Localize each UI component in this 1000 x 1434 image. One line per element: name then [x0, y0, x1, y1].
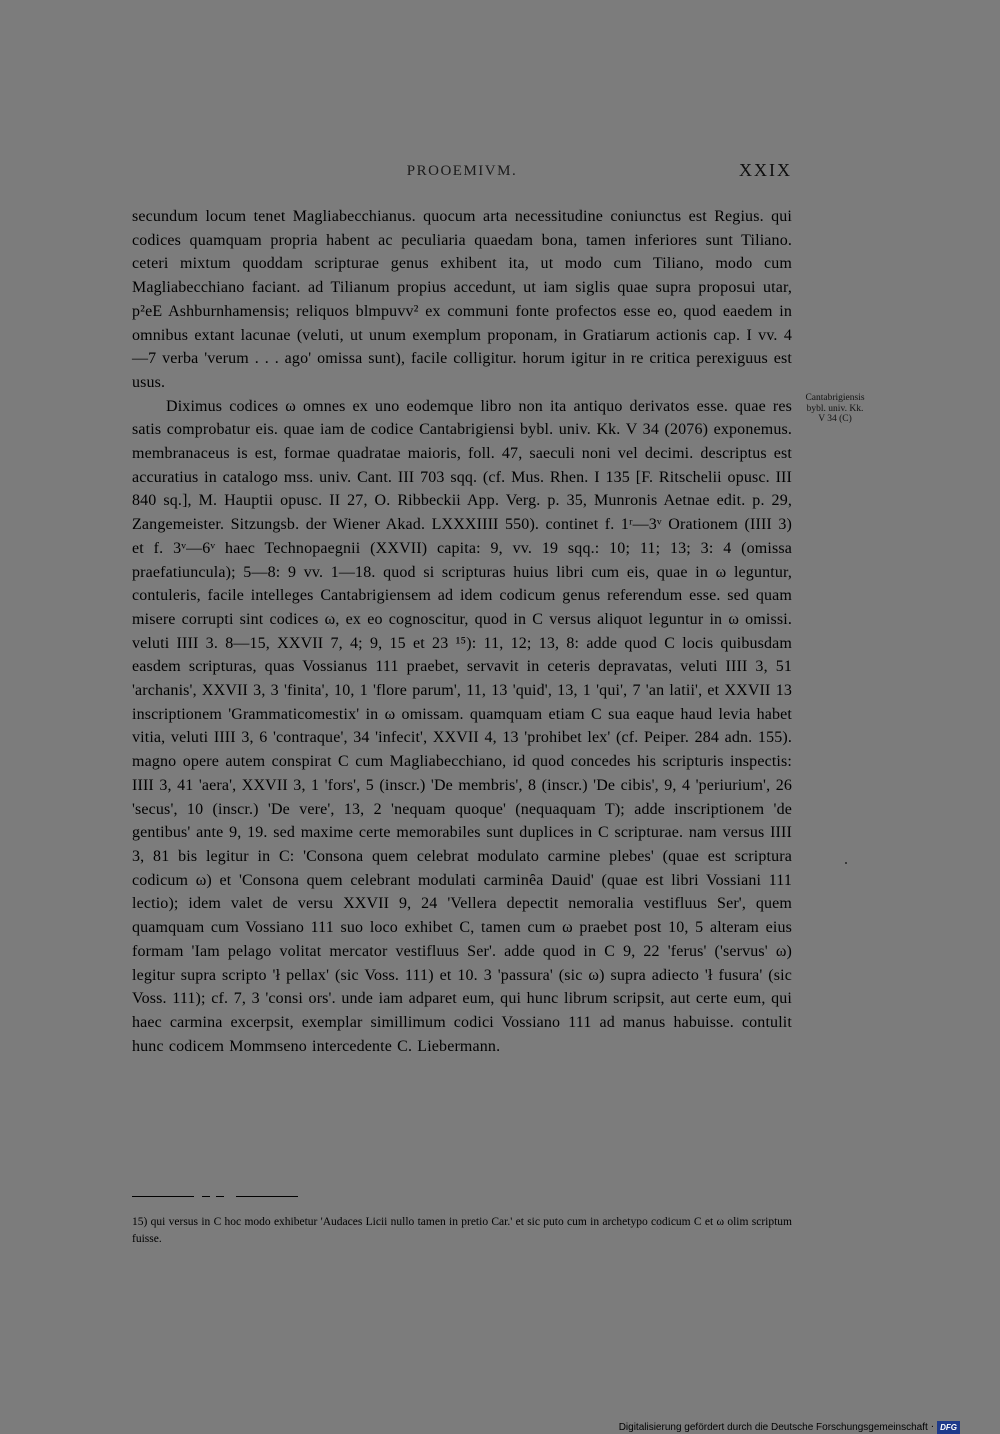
dfg-logo-icon: DFG — [937, 1421, 960, 1434]
margin-note-line: Cantabrigiensis — [805, 393, 865, 403]
margin-note-line: V 34 (C) — [818, 414, 852, 424]
footnote: 15) qui versus in C hoc modo exhibetur 'Audaces Licii nullo tamen in pretio Car.' et sic puto cum in archetypo codicum C et ω olim scriptum fuisse. — [132, 1216, 792, 1245]
running-header — [132, 160, 792, 184]
footer-credit: Digitalisierung gefördert durch die Deutsche Forschungsgemeinschaft — [618, 1422, 928, 1433]
margin-note-line: bybl. univ. Kk. — [806, 403, 864, 414]
page-number: XXIX — [739, 160, 792, 180]
footnote-separator — [132, 1196, 302, 1197]
digitization-footer — [619, 1421, 960, 1434]
running-title: PROOEMIVM. — [406, 163, 518, 179]
paragraph-1: secundum locum tenet Magliabecchianus. quocum arta necessitudine coniunctus est Regius. qui codices quamquam propria habent ac peculiaria quaedam bona, tamen inferiores sunt Tiliano. ceteri mixtum quoddam scripturae genus exhibent ita, ut modo cum Tiliano, modo cum Magliabecchiano faciant. ad Tilianum propius accedunt, ut iam siglis quae supra proposui utar, p²eE Ashburnhamensis; reliquos blmpuvv² ex communi fonte profectos esse eo, quod eaedem in omnibus extant lacunae (veluti, ut unum exemplum proponam, in Gratiarum actionis cap. I vv. 4—7 verba 'verum . . . ago' omissa sunt), facile colligitur. horum igitur in re critica perexiguus est usus. — [132, 208, 792, 391]
margin-note — [795, 393, 875, 425]
footer-separator: · — [930, 1422, 935, 1433]
paragraph-2: Diximus codices ω omnes ex uno eodemque libro non ita antiquo derivatos esse. quae res satis comprobatur eis. quae iam de codice Cantabrigiensi bybl. univ. Kk. V 34 (2076) exponemus. membranaceus is est, formae quadratae maioris, foll. 47, saeculi noni vel decimi. descriptus est accuratius in catalogo mss. univ. Cant. III 703 sqq. (cf. Mus. Rhen. I 135 [F. Ritschelii opusc. III 840 sq.], M. Hauptii opusc. II 27, O. Ribbeckii App. Verg. p. 35, Munronis Aetnae edit. p. 29, Zangemeister. Sitzungsb. der Wiener Akad. LXXXIIII 550). continet f. 1ʳ—3ᵛ Orationem (IIII 3) et f. 3ᵛ—6ᵛ haec Technopaegnii (XXVII) capita: 9, vv. 19 sqq.: 10; 11; 13; 3: 4 (omissa praefatiuncula); 5—8: 9 vv. 1—18. quod si scripturas huius libri cum eis, quae in ω leguntur, contuleris, facile intelleges Cantabrigiensem ad idem codicum genus referendum esse. sed quam misere corrupti sint codices ω, ex eo cognoscitur, quod in C versus aliquot leguntur in ω omissi. veluti IIII 3. 8—15, XXVII 7, 4; 9, 15 et 23 ¹⁵): 11, 12; 13, 8: adde quod C locis quibusdam easdem scripturas, quas Vossianus 111 praebet, servavit in ceteris depravatas, veluti IIII 3, 51 'archanis', XXVII 3, 3 'finita', 10, 1 'flore parum', 11, 13 'quid', 13, 1 'qui', 7 'an latii', et XXVII 13 inscriptionem 'Grammaticomestix' in ω omissam. quamquam etiam C sua eaque haud levia habet vitia, veluti IIII 3, 6 'contraque', 34 'infecit', XXVII 4, 13 'prohibet lex' (cf. Peiper. 284 adn. 155). magno opere autem conspirat C cum Magliabecchiano, id quod concedes his scripturis inspectis: IIII 3, 41 'aera', XXVII 3, 1 'fors', 5 (inscr.) 'De membris', 8 (inscr.) 'De cibis', 9, 4 'periurium', 26 'secus', 10 (inscr.) 'De vere', 13, 2 'nequam quoque' (nequaquam T); adde inscriptionem 'de gentibus' ante 9, 19. sed maxime certe memorabiles sunt duplices in C scripturae. nam versus IIII 3, 81 bis legitur in C: 'Consona quem celebrat modulato carmine plebes' (quae est scriptura codicum ω) et 'Consona quem celebrant modulati carminȇa Dauid' (quae est libri Vossiani 111 lectio); idem valet de versu XXVII 9, 24 'Vellera depectit nemoralia vestifluus Ser', quem quamquam cum Vossiano 111 suo loco exhibet C, tamen cum ω praebet post 10, 5 alteram eius formam 'Iam pelago volitat mercator vestifluus Ser'. adde quod in C 9, 22 'ferus' ('servus' ω) legitur supra scripto 'ł pellax' (sic Voss. 111) et 10. 3 'passura' (sic ω) supra adiecto 'ł fusura' (sic Voss. 111); cf. 7, 3 'consi ors'. unde iam adparet eum, qui hunc librum scripsit, aut certe eum, qui haec carmina excerpsit, exemplar simillimum codici Vossiano 111 ad manus habuisse. contulit hunc codicem Mommseno intercedente C. Liebermann. — [132, 397, 792, 1055]
body-text — [132, 205, 792, 1058]
scan-speck — [845, 862, 847, 864]
